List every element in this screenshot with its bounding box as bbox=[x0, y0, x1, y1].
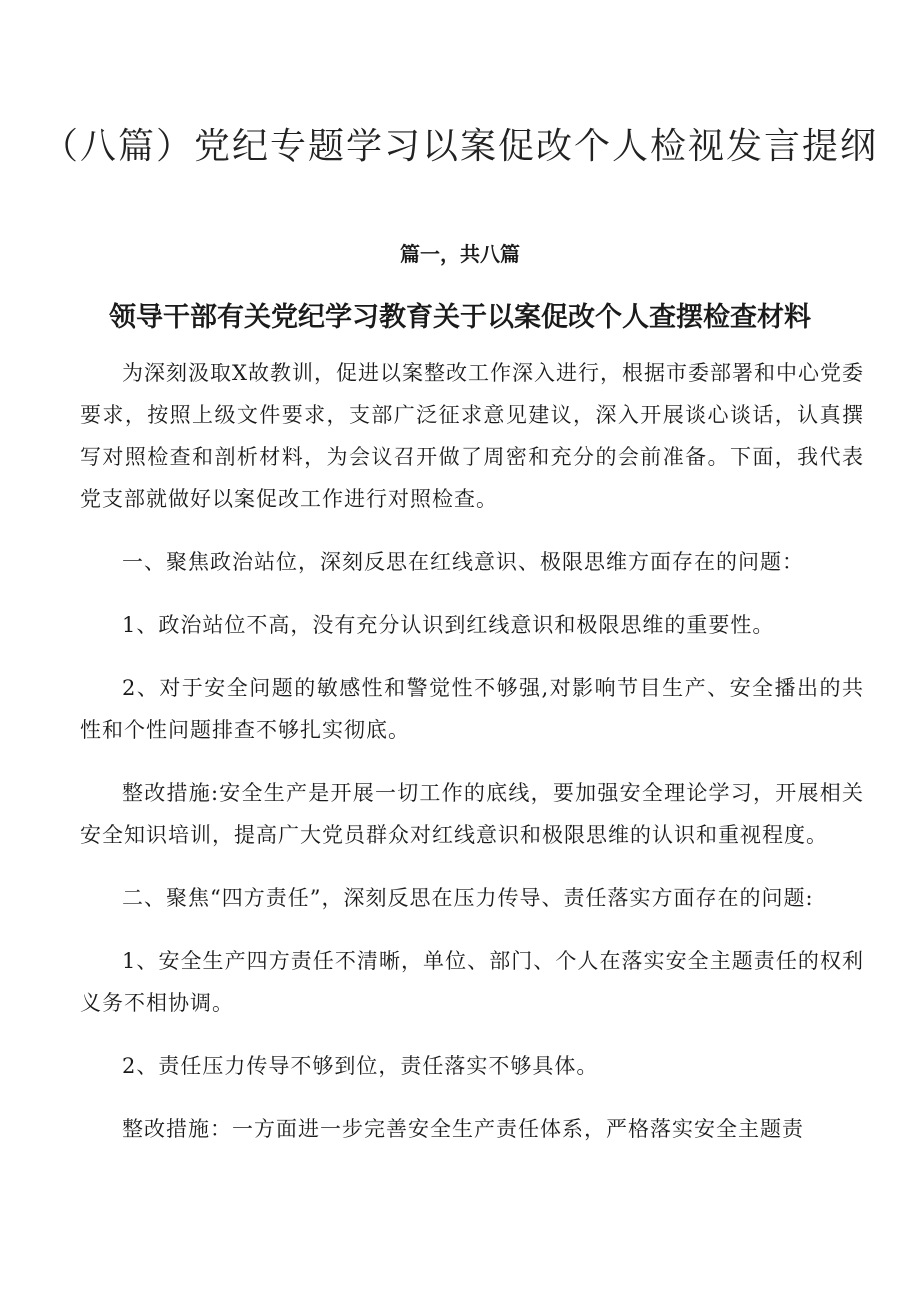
section-label: 篇一，共八篇 bbox=[400, 242, 520, 266]
paragraph-rectification-2: 整改措施：一方面进一步完善安全生产责任体系，严格落实安全主题责 bbox=[122, 1117, 804, 1141]
heading-section-one: 一、聚焦政治站位，深刻反思在红线意识、极限思维方面存在的问题： bbox=[122, 550, 804, 574]
paragraph-item-1: 1、政治站位不高，没有充分认识到红线意识和极限思维的重要性。 bbox=[122, 613, 775, 637]
paragraph-rectification-1: 整改措施:安全生产是开展一切工作的底线，要加强安全理论学习，开展相关安全知识培训，提高广大党员群众对红线意识和极限思维的认识和重视程度。 bbox=[80, 781, 864, 847]
paragraph-item-2: 2、对于安全问题的敏感性和警觉性不够强,对影响节目生产、安全播出的共性和个性问题排查不够扎实彻底。 bbox=[80, 676, 864, 742]
document-body bbox=[80, 352, 864, 1150]
document-title: （八篇）党纪专题学习以案促改个人检视发言提纲 bbox=[41, 126, 878, 167]
document-subtitle: 领导干部有关党纪学习教育关于以案促改个人查摆检查材料 bbox=[109, 302, 811, 333]
heading-section-two: 二、聚焦“四方责任”，深刻反思在压力传导、责任落实方面存在的问题: bbox=[122, 886, 814, 910]
paragraph-item-3: 1、安全生产四方责任不清晰，单位、部门、个人在落实安全主题责任的权利义务不相协调。 bbox=[80, 949, 864, 1015]
paragraph-item-4: 2、责任压力传导不够到位，责任落实不够具体。 bbox=[122, 1054, 599, 1078]
paragraph-intro: 为深刻汲取X故教训，促进以案整改工作深入进行，根据市委部署和中心党委要求，按照上级文件要求，支部广泛征求意见建议，深入开展谈心谈话，认真撰写对照检查和剖析材料，为会议召开做了周密和充分的会前准备。下面，我代表党支部就做好以案促改工作进行对照检查。 bbox=[80, 361, 864, 511]
